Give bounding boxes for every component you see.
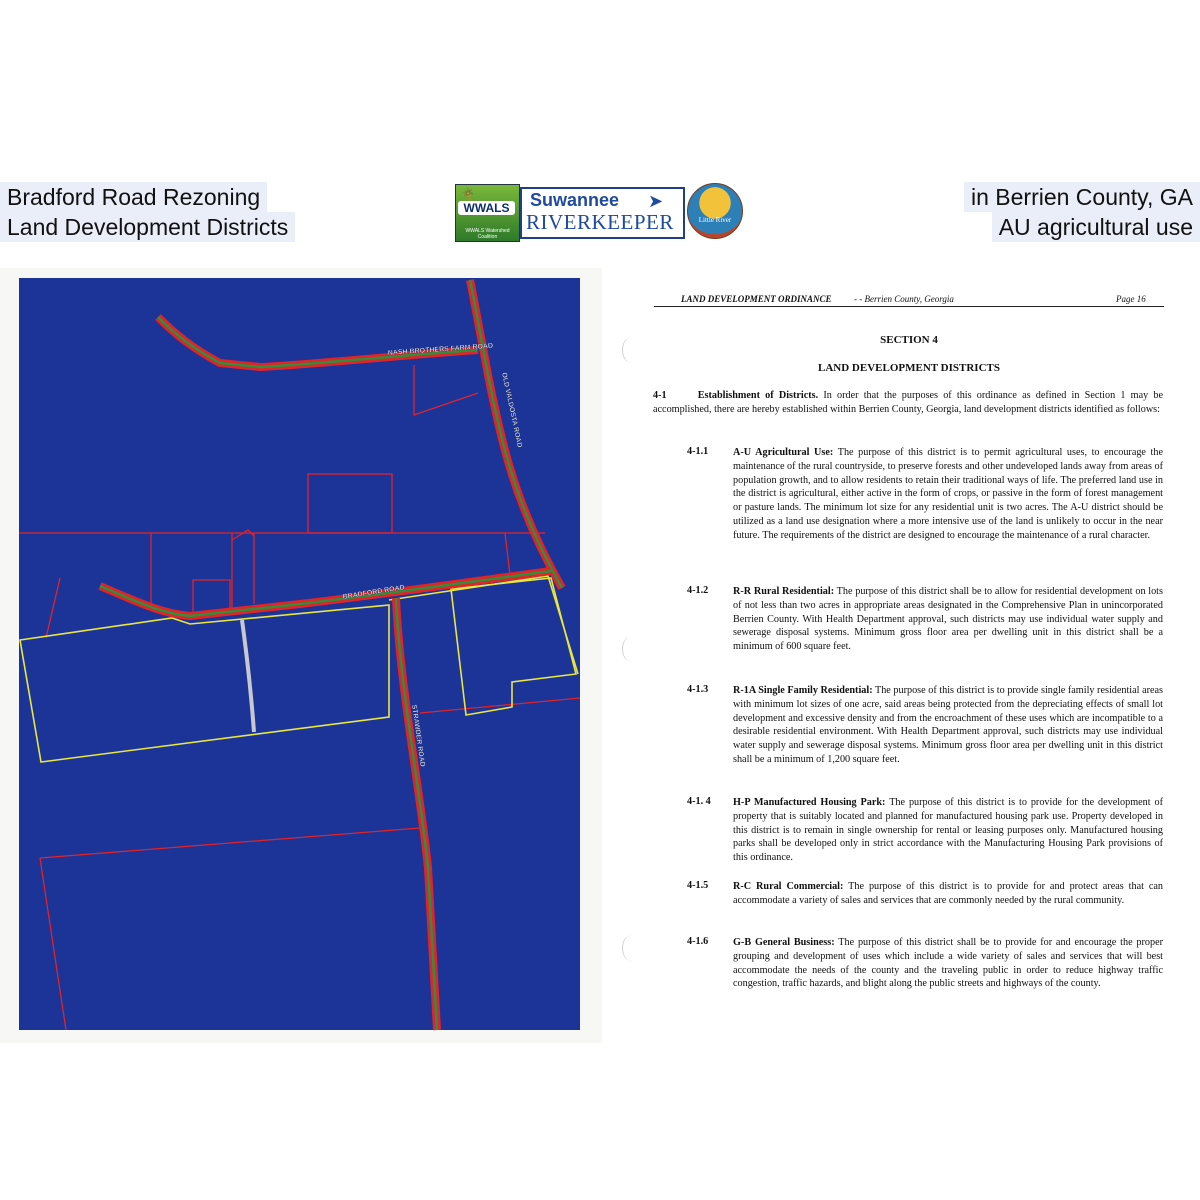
fish-icon: ➤ bbox=[648, 191, 664, 211]
district-text: The purpose of this district is to provide for the development of property that is suitably located and planned for manufactured housing park use. Property developed in this district is to remain in single ownership for rental or leasing purposes only. Manufactured housing parks shall be developed only in strict accordance with the Manufacturing Housing Park provisions of this ordinance. bbox=[733, 797, 1163, 864]
page-header-county: - - Berrien County, Georgia bbox=[854, 294, 954, 304]
parcel-map bbox=[0, 268, 602, 1043]
district-title: G-B General Business: bbox=[733, 937, 835, 948]
district-text: The purpose of this district is to provide for and protect areas that can accommodate a variety of sales and services that are commonly needed by the rural community. bbox=[733, 881, 1163, 906]
district-text: The purpose of this district shall be to allow for residential development on lots of not less than two acres in appropriate areas designated in the Comprehensive Plan in unincorporated Berrien County. With Health Department approval, such districts may use individual water supply and sewerage disposal systems. Minimum gross floor area per dwelling unit in this district shall be a minimum of 600 square feet. bbox=[733, 586, 1163, 653]
old-valdosta-road-label: OLD VALDOSTA ROAD bbox=[500, 371, 523, 449]
page-header bbox=[654, 294, 1164, 307]
intro-number: 4-1 bbox=[653, 390, 667, 401]
header-title-line1: Bradford Road Rezoning bbox=[0, 182, 267, 212]
district-entry bbox=[733, 880, 1163, 908]
district-text: The purpose of this district is to provide single family residential areas with minimum lot sizes of one acre, said areas being protected from the depreciating effects of small lot development and excessive density and from the encroachment of these uses which are incompatible to a desirable residential environment. With Health Department approval, such districts may use individual water supply and sewerage disposal systems. Minimum gross floor area per dwelling unit in this district shall be a minimum of 1,200 square feet. bbox=[733, 685, 1163, 765]
intro-paragraph bbox=[653, 389, 1163, 417]
district-title: R-C Rural Commercial: bbox=[733, 881, 844, 892]
district-number: 4-1. 4 bbox=[687, 796, 711, 807]
district-number: 4-1.5 bbox=[687, 880, 709, 891]
palm-tree-icon: 🌴 bbox=[461, 189, 475, 201]
district-entry bbox=[733, 446, 1163, 543]
intro-text: In order that the purposes of this ordinance as defined in Section 1 may be accomplished, there are hereby established within Berrien County, Georgia, land development districts identified as follows: bbox=[653, 390, 1164, 415]
little-river-logo-text: Little River bbox=[698, 216, 732, 224]
district-title: R-1A Single Family Residential: bbox=[733, 685, 873, 696]
section-subtitle: LAND DEVELOPMENT DISTRICTS bbox=[818, 362, 1000, 374]
district-number: 4-1.6 bbox=[687, 936, 709, 947]
district-entry bbox=[733, 585, 1163, 654]
wwals-logo-text: WWALS bbox=[458, 201, 515, 215]
district-title: A-U Agricultural Use: bbox=[733, 447, 834, 458]
district-entry bbox=[733, 796, 1163, 865]
nash-brothers-road-label: NASH BROTHERS FARM ROAD bbox=[387, 342, 494, 357]
district-title: H-P Manufactured Housing Park: bbox=[733, 797, 886, 808]
header-location-line1: in Berrien County, GA bbox=[964, 182, 1200, 212]
section-title: SECTION 4 bbox=[880, 334, 938, 346]
intro-title: Establishment of Districts. bbox=[697, 390, 819, 401]
page-header-title: LAND DEVELOPMENT ORDINANCE bbox=[681, 294, 832, 304]
district-entry bbox=[733, 684, 1163, 767]
district-text: The purpose of this district is to permit agricultural uses, to encourage the maintenance of the rural countryside, to preserve forests and other undeveloped lands away from areas of population growth, and to allow residents to retain their traditional ways of life. The preferred land use in the district is agricultural, either active in the form of crops, or passive in the form of forest management or pasture lands. The minimum lot size for any residential unit is two acres. The A-U district should be utilized as a land use designation where a more intensive use of the land is unlikely to occur in the near future. The requirements of the district are designed to encourage the maintenance of a rural character. bbox=[733, 447, 1163, 541]
district-number: 4-1.2 bbox=[687, 585, 709, 596]
suwannee-logo-line1: Suwannee bbox=[530, 190, 620, 210]
header-location-line2: AU agricultural use bbox=[992, 212, 1200, 242]
little-river-logo bbox=[687, 183, 743, 239]
bradford-road-label: BRADFORD ROAD bbox=[342, 584, 406, 601]
wwals-logo bbox=[455, 184, 520, 242]
district-number: 4-1.1 bbox=[687, 446, 709, 457]
header-title-line2: Land Development Districts bbox=[0, 212, 295, 242]
district-title: R-R Rural Residential: bbox=[733, 586, 835, 597]
wwals-logo-footer: WWALS Watershed Coalition bbox=[465, 228, 510, 240]
suwannee-riverkeeper-logo bbox=[520, 187, 685, 239]
strawder-road-label: STRAWDER ROAD bbox=[410, 704, 426, 768]
map-background bbox=[19, 278, 580, 1030]
district-entry bbox=[733, 936, 1163, 991]
district-text: The purpose of this district shall be to provide for and encourage the proper grouping and development of uses which include a wide variety of sales and services that will best accommodate the needs of the county and the traveling public in order to reduce highway traffic congestion, traffic hazards, and blight along the public streets and highways of the county. bbox=[733, 937, 1164, 990]
suwannee-logo-line2: RIVERKEEPER bbox=[526, 210, 674, 234]
district-number: 4-1.3 bbox=[687, 684, 709, 695]
ordinance-page bbox=[620, 285, 1180, 1025]
page-number: Page 16 bbox=[1116, 294, 1146, 304]
